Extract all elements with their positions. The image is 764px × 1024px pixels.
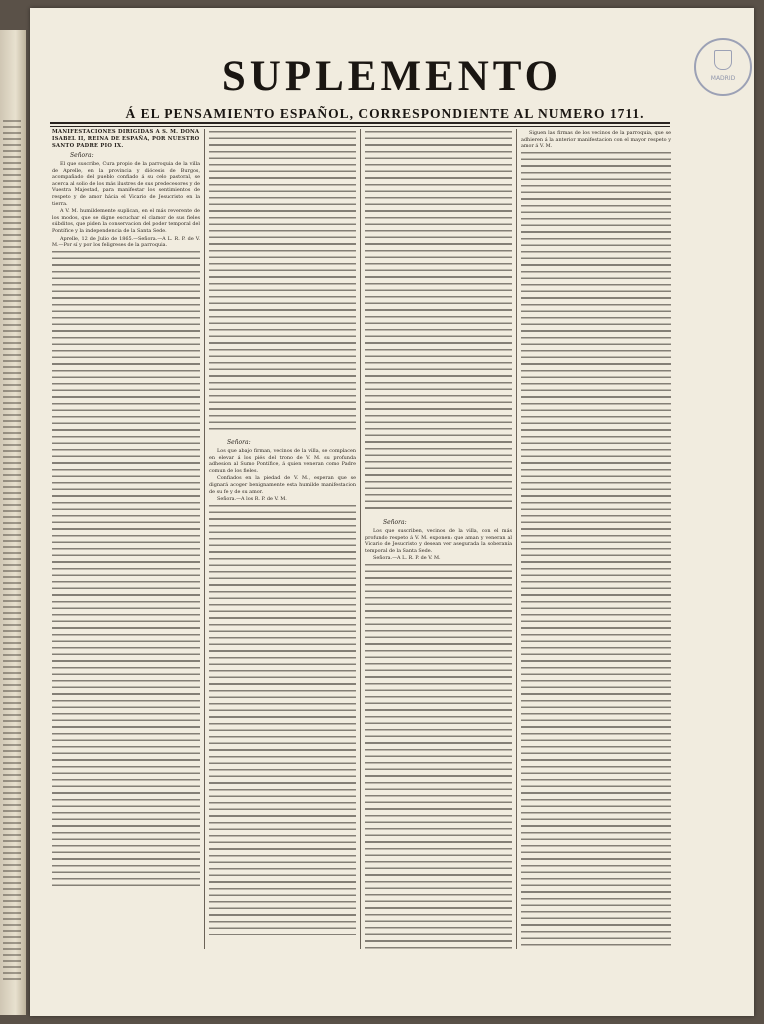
- date-line: Aprelle, 12 de Julio de 1865.—Señora.—A L. R. P. de V. M.—Por sí y por los feligreses de la parroquia.: [52, 235, 200, 249]
- paragraph: El que suscribe, Cura propio de la parroquia de la villa de Aprelle, en la provincia y diócesis de Burgos, acompañado del pueblo confiado á su celo pastoral, se acerca al solio de los más ilustres de sus predecesores y de Vuestra Majestad, para manifestar los sentimientos de respeto y de amor hácia el Vicario de Jesucristo en la tierra.: [52, 161, 200, 207]
- small-print-body: [521, 152, 671, 949]
- salutation: Señora:: [227, 439, 251, 446]
- column-divider: [204, 129, 205, 949]
- text-columns: [52, 129, 672, 949]
- date-line: Señora.—A L. R. P. de V. M.: [373, 555, 441, 562]
- previous-page-text: [3, 120, 21, 980]
- article-body: [365, 528, 512, 562]
- paragraph: Confiados en la piedad de V. M., esperan que se dignará acoger benignamente esta humilde manifestacion de su fe y de su amor.: [209, 475, 356, 495]
- column-2: [209, 129, 356, 949]
- column-4: [521, 129, 671, 949]
- article-body: [52, 161, 200, 249]
- stamp-label: MADRID: [710, 75, 736, 82]
- salutation: Señora:: [70, 152, 94, 159]
- article-body: [209, 448, 356, 503]
- column-1: [52, 129, 200, 949]
- paragraph: Los que abajo firman, vecinos de la villa, se complacen en elevar á los piés del trono de V. M. su profunda adhesion al Sumo Pontífice, á quien veneran como Padre comun de los fieles.: [209, 448, 356, 474]
- paragraph: Siguen las firmas de los vecinos de la parroquia, que se adhieren á la anterior manifestacion con el mayor respeto y amor á V. M.: [521, 130, 671, 150]
- masthead-subtitle: Á EL PENSAMIENTO ESPAÑOL, CORRESPONDIENTE AL NUMERO 1711.: [125, 106, 645, 121]
- date-line: Señora.—A los R. P. de V. M.: [217, 496, 287, 503]
- masthead-rule: [50, 122, 670, 124]
- column-heading: MANIFESTACIONES DIRIGIDAS A S. M. DOÑA ISABEL II, REINA DE ESPAÑA, POR NUESTRO SANTO PADRE PIO IX.: [52, 129, 200, 149]
- paragraph: Los que suscriben, vecinos de la villa, con el más profundo respeto á V. M. exponen: que aman y veneran al Vicario de Jesucristo y desean ver asegurada la soberanía temporal de la Santa Sede.: [365, 528, 512, 554]
- small-print-body: [52, 251, 200, 891]
- article-body: [521, 130, 671, 150]
- small-print-body: [365, 564, 512, 949]
- column-3: [365, 129, 512, 949]
- small-print-body: [209, 131, 356, 431]
- paragraph: A V. M. humildemente suplican, en el más reverente de los modos, que se digne escuchar el clamor de sus fieles súbditos, que piden la conservacion del poder temporal del Pontífice y la independencia de la Santa Sede.: [52, 208, 200, 234]
- small-print-body: [365, 131, 512, 511]
- column-divider: [516, 129, 517, 949]
- previous-page-edge: [0, 30, 26, 1015]
- newspaper-page: [30, 8, 754, 1016]
- small-print-body: [209, 505, 356, 935]
- salutation: Señora:: [383, 519, 407, 526]
- masthead-title: SUPLEMENTO: [221, 53, 563, 100]
- column-divider: [360, 129, 361, 949]
- masthead-rule-thin: [50, 126, 670, 127]
